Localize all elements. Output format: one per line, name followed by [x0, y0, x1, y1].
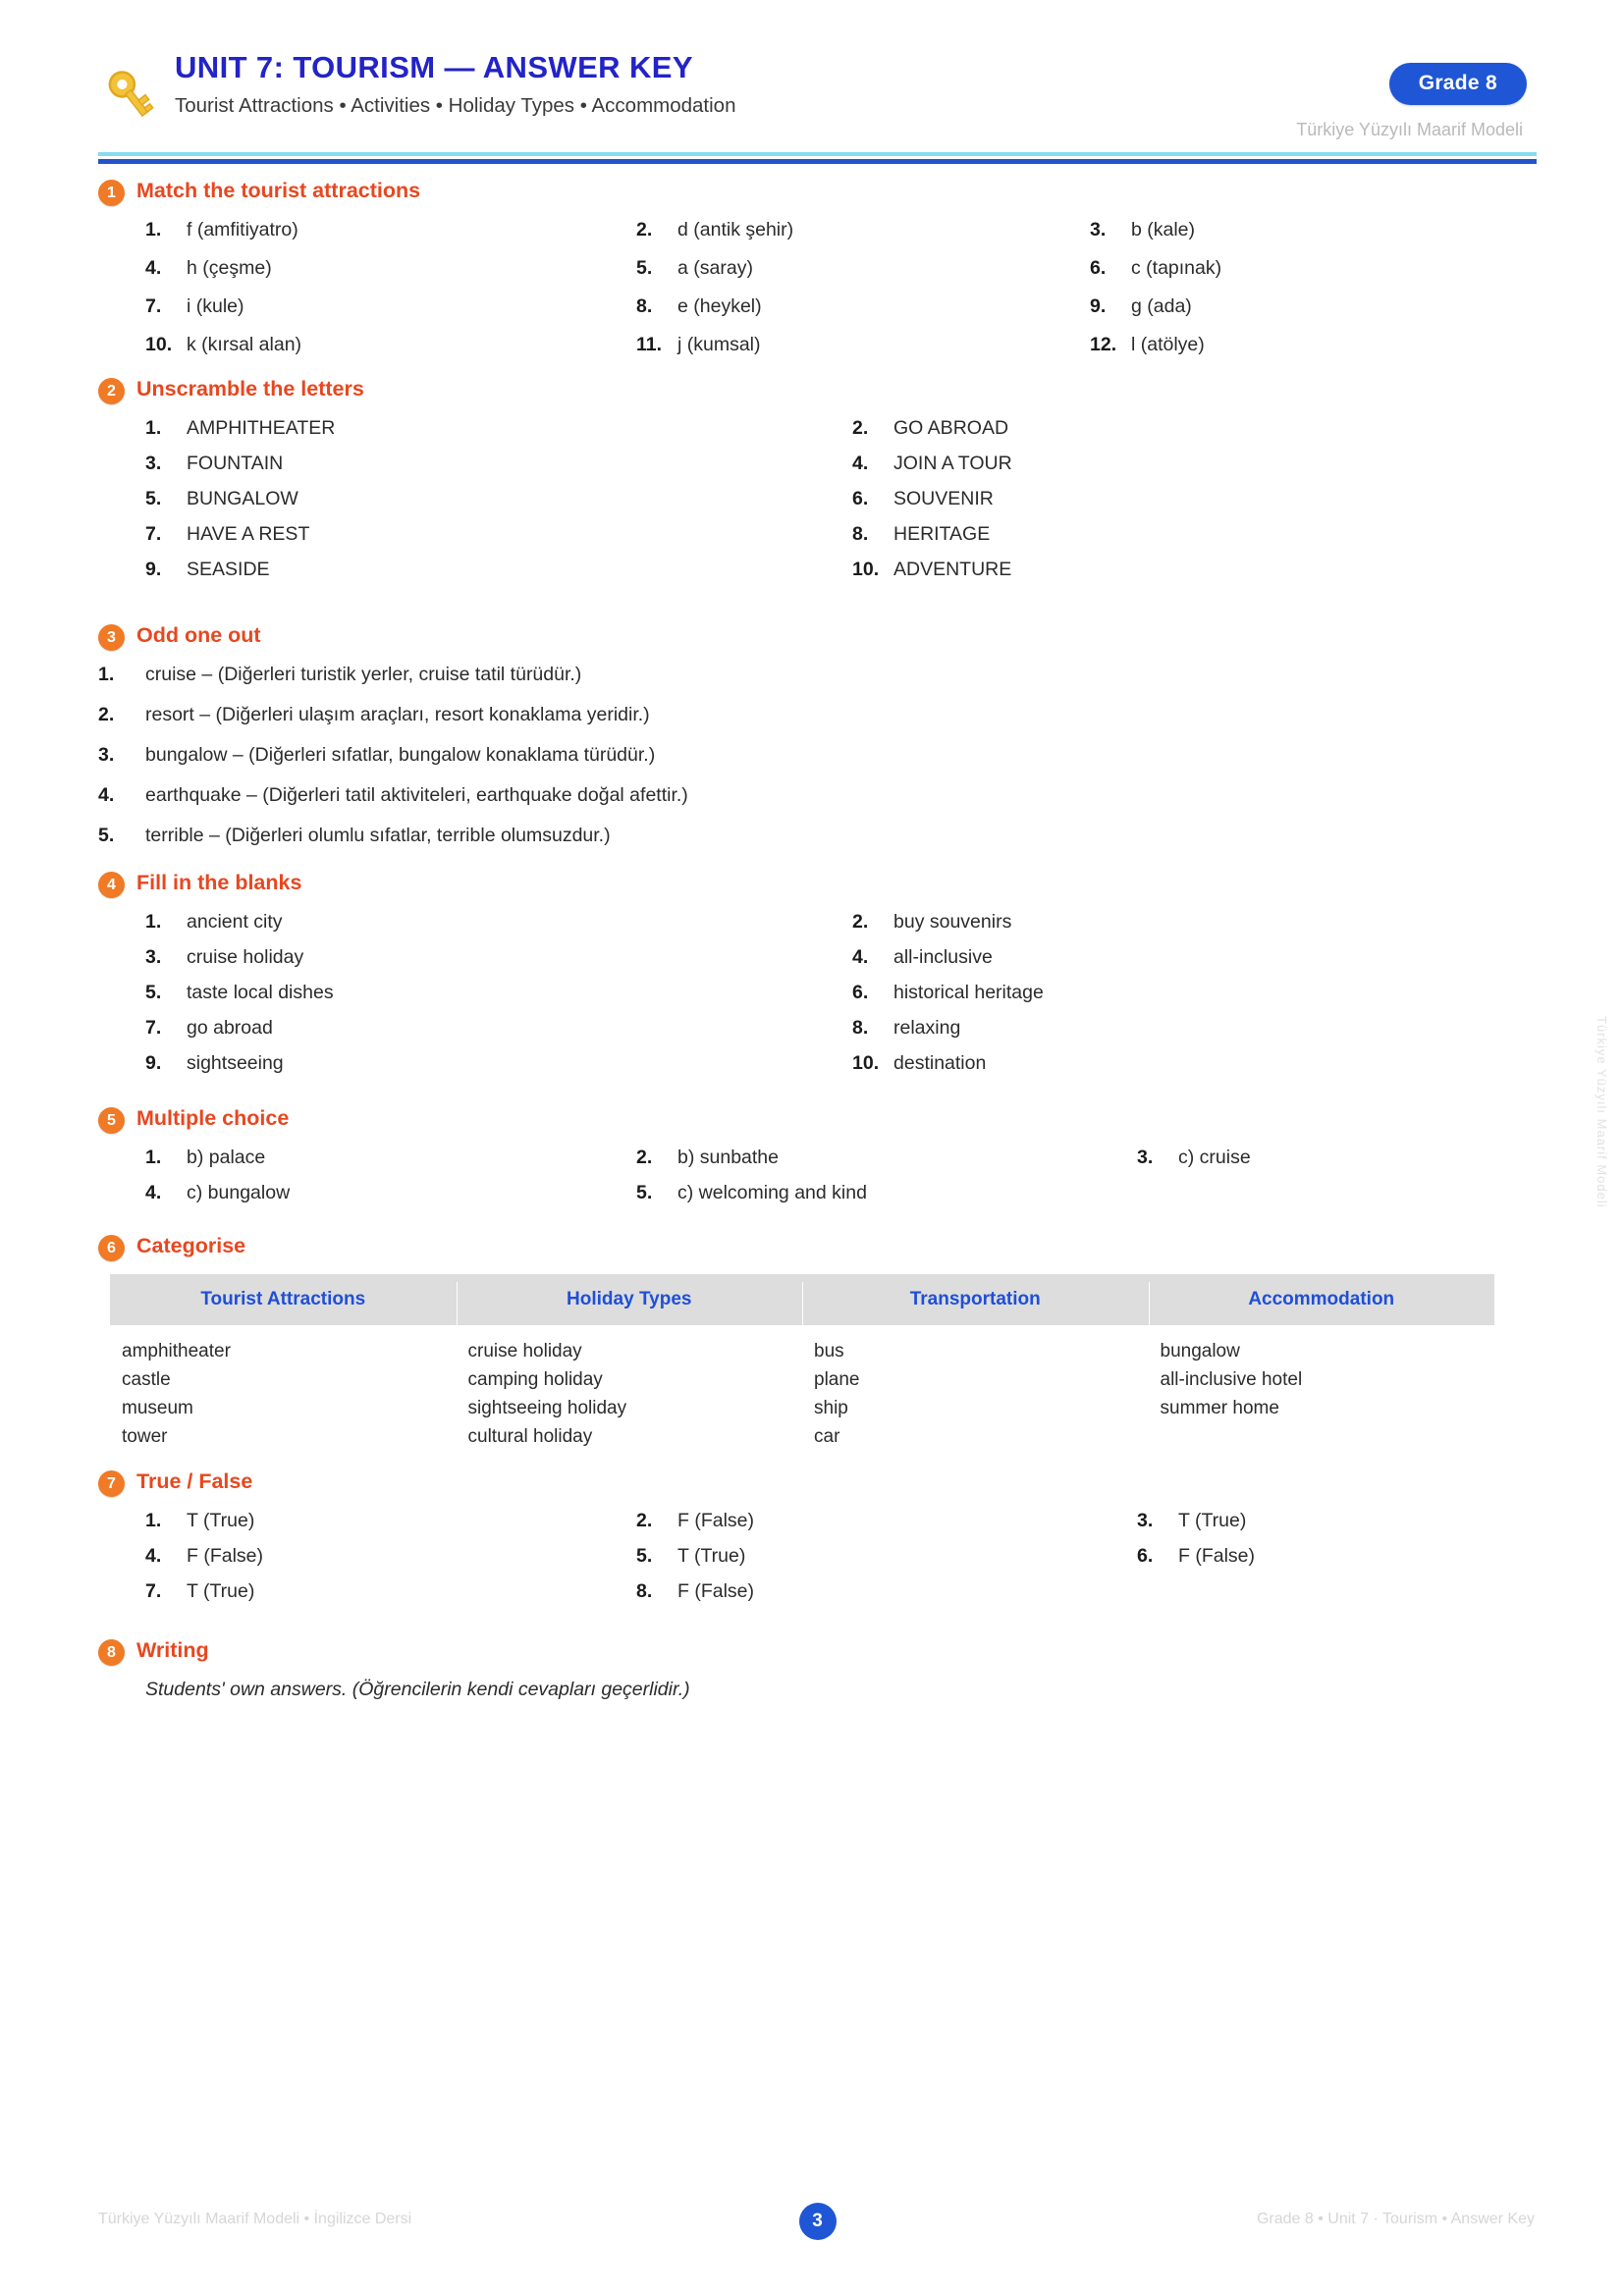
- section-header: [98, 1470, 1537, 1504]
- answer-grid: [98, 219, 1537, 372]
- answer-item: [145, 1580, 254, 1603]
- answer-text: f (amfitiyatro): [187, 219, 298, 240]
- answer-number: 3.: [145, 946, 162, 968]
- answer-item: [1090, 257, 1221, 280]
- writing-note: Students' own answers. (Öğrencilerin kendi cevapları geçerlidir.): [145, 1679, 690, 1700]
- answer-text: AMPHITHEATER: [187, 417, 336, 439]
- page-footer: [98, 2207, 1537, 2246]
- answer-number: 4.: [145, 1545, 162, 1567]
- answer-text: relaxing: [893, 1017, 961, 1039]
- answer-text: ancient city: [187, 911, 283, 933]
- table-cell: plane: [814, 1369, 860, 1390]
- table-column: [457, 1337, 803, 1451]
- answer-number: 5.: [145, 488, 162, 509]
- answer-number: 10.: [145, 334, 173, 355]
- page-title: UNIT 7: TOURISM — ANSWER KEY: [175, 50, 693, 84]
- categorise-table-wrap: [98, 1274, 1537, 1451]
- answer-number: 1.: [98, 664, 115, 685]
- answer-row: [98, 1510, 1537, 1545]
- answer-row: [98, 744, 1537, 784]
- answer-number: 7.: [145, 523, 162, 545]
- section-header: [98, 378, 1537, 411]
- answer-text: buy souvenirs: [893, 911, 1012, 933]
- answer-number: 8.: [852, 523, 869, 545]
- answer-text: FOUNTAIN: [187, 453, 284, 474]
- table-cell: sightseeing holiday: [467, 1398, 627, 1418]
- answer-text: c (tapınak): [1131, 257, 1222, 279]
- answer-text: historical heritage: [893, 982, 1044, 1003]
- answer-text: c) bungalow: [187, 1182, 291, 1203]
- answer-text: destination: [893, 1052, 987, 1074]
- grade-badge: Grade 8: [1389, 63, 1527, 105]
- answer-item: [145, 946, 303, 969]
- answer-item: [852, 417, 1008, 440]
- table-cell: summer home: [1160, 1398, 1279, 1418]
- answer-row: [98, 334, 1537, 372]
- answer-grid: [98, 417, 1537, 594]
- answer-text: e (heykel): [677, 295, 762, 317]
- answer-list: [98, 664, 1537, 865]
- title-block: [175, 51, 735, 118]
- answer-text: c) cruise: [1178, 1147, 1251, 1168]
- answer-number: 3.: [145, 453, 162, 474]
- table-cell: camping holiday: [467, 1369, 603, 1390]
- answer-number: 4.: [145, 257, 162, 279]
- section-title: Fill in the blanks: [136, 871, 302, 894]
- table-column: [110, 1337, 457, 1451]
- answer-number: 2.: [636, 1147, 653, 1168]
- answer-text: d (antik şehir): [677, 219, 794, 240]
- section-header: [98, 624, 1537, 658]
- section-title: Writing: [136, 1638, 209, 1662]
- section-header: [98, 1235, 1537, 1268]
- answer-item: [636, 334, 761, 356]
- answer-item: [636, 219, 793, 241]
- answer-text: b (kale): [1131, 219, 1196, 240]
- answer-row: [98, 1182, 1537, 1217]
- answer-number: 11.: [636, 334, 663, 355]
- answer-item: [145, 453, 283, 475]
- answer-number: 8.: [852, 1017, 869, 1039]
- answer-row: [98, 219, 1537, 257]
- answer-number: 7.: [145, 1580, 162, 1602]
- answer-item: [852, 1017, 960, 1040]
- section-number-badge: 8: [98, 1639, 125, 1666]
- answer-row: [98, 911, 1537, 946]
- section-title: Match the tourist attractions: [136, 179, 421, 202]
- answer-text: SOUVENIR: [893, 488, 994, 509]
- answer-text: T (True): [187, 1580, 255, 1602]
- answer-text: terrible – (Diğerleri olumlu sıfatlar, terrible olumsuzdur.): [145, 825, 611, 846]
- answer-text: F (False): [187, 1545, 263, 1567]
- answer-grid: [98, 911, 1537, 1088]
- section-number-badge: 5: [98, 1107, 125, 1134]
- answer-item: [145, 1052, 284, 1075]
- answer-text: SEASIDE: [187, 559, 270, 580]
- answer-number: 2.: [636, 219, 653, 240]
- answer-item: [145, 1147, 265, 1169]
- answer-row: [98, 1052, 1537, 1088]
- categorise-table: [110, 1274, 1494, 1451]
- answer-number: 3.: [1090, 219, 1107, 240]
- section-header: [98, 1107, 1537, 1141]
- table-body: [110, 1325, 1494, 1451]
- section-multiple-choice: [98, 1107, 1537, 1217]
- answer-item: [636, 1510, 754, 1532]
- page-header: [98, 51, 1537, 169]
- answer-text: F (False): [1178, 1545, 1255, 1567]
- answer-item: [145, 257, 272, 280]
- answer-text: cruise holiday: [187, 946, 304, 968]
- answer-row: [98, 982, 1537, 1017]
- answer-row: [98, 295, 1537, 334]
- answer-number: 4.: [98, 784, 115, 806]
- answer-item: [852, 453, 1012, 475]
- answer-number: 8.: [636, 1580, 653, 1602]
- table-cell: cultural holiday: [467, 1426, 593, 1447]
- table-cell: all-inclusive hotel: [1160, 1369, 1303, 1390]
- divider-line-dark: [98, 159, 1537, 164]
- answer-item: [852, 559, 1011, 581]
- answer-text: HERITAGE: [893, 523, 991, 545]
- answer-number: 3.: [1137, 1147, 1154, 1168]
- answer-item: [1137, 1510, 1246, 1532]
- answer-number: 4.: [145, 1182, 162, 1203]
- answer-text: l (atölye): [1131, 334, 1205, 355]
- answer-item: [145, 911, 283, 934]
- answer-item: [852, 523, 990, 546]
- table-cell: ship: [814, 1398, 848, 1418]
- answer-row: [98, 946, 1537, 982]
- answer-number: 2.: [636, 1510, 653, 1531]
- answer-item: [145, 1545, 263, 1568]
- answer-number: 5.: [636, 257, 653, 279]
- answer-row: [98, 664, 1537, 704]
- answer-row: [98, 1017, 1537, 1052]
- answer-number: 6.: [852, 488, 869, 509]
- answer-text: a (saray): [677, 257, 753, 279]
- answer-text: bungalow – (Diğerleri sıfatlar, bungalow konaklama türüdür.): [145, 744, 656, 766]
- answer-number: 7.: [145, 1017, 162, 1039]
- answer-number: 12.: [1090, 334, 1117, 355]
- section-categorise: [98, 1235, 1537, 1451]
- answer-number: 2.: [852, 911, 869, 933]
- answer-row: [98, 488, 1537, 523]
- answer-item: [145, 295, 244, 318]
- answer-row: [98, 784, 1537, 825]
- answer-text: F (False): [677, 1580, 754, 1602]
- section-title: True / False: [136, 1469, 253, 1493]
- answer-number: 10.: [852, 1052, 880, 1074]
- footer-right-text: Grade 8 • Unit 7 · Tourism • Answer Key: [1256, 2211, 1535, 2227]
- answer-item: [145, 1182, 290, 1204]
- table-cell: tower: [122, 1426, 168, 1447]
- answer-item: [636, 257, 753, 280]
- section-header: [98, 872, 1537, 905]
- section-header: [98, 1639, 1537, 1673]
- answer-item: [145, 982, 334, 1004]
- answer-row: [98, 1147, 1537, 1182]
- answer-number: 1.: [145, 417, 162, 439]
- answer-text: k (kırsal alan): [187, 334, 302, 355]
- header-divider: [98, 152, 1537, 164]
- answer-row: [98, 453, 1537, 488]
- table-column: [1149, 1337, 1495, 1451]
- answer-text: j (kumsal): [677, 334, 761, 355]
- answer-text: T (True): [1178, 1510, 1247, 1531]
- answer-text: cruise – (Diğerleri turistik yerler, cruise tatil türüdür.): [145, 664, 582, 685]
- key-icon: [98, 65, 163, 126]
- section-title: Categorise: [136, 1234, 246, 1257]
- table-cell: castle: [122, 1369, 171, 1390]
- section-number-badge: 7: [98, 1470, 125, 1497]
- answer-row: [98, 1545, 1537, 1580]
- answer-text: i (kule): [187, 295, 244, 317]
- answer-item: [852, 1052, 986, 1075]
- table-cell: bus: [814, 1341, 844, 1362]
- answer-item: [852, 488, 994, 510]
- section-number-badge: 3: [98, 624, 125, 651]
- answer-text: BUNGALOW: [187, 488, 298, 509]
- answer-item: [636, 1147, 779, 1169]
- section-title: Unscramble the letters: [136, 377, 364, 400]
- answer-row: [98, 417, 1537, 453]
- answer-number: 5.: [636, 1182, 653, 1203]
- table-cell: amphitheater: [122, 1341, 231, 1362]
- section-header: [98, 180, 1537, 213]
- answer-number: 8.: [636, 295, 653, 317]
- answer-text: F (False): [677, 1510, 754, 1531]
- answer-row: [98, 523, 1537, 559]
- page-subtitle: Tourist Attractions • Activities • Holiday Types • Accommodation: [175, 94, 736, 117]
- section-true-false: [98, 1470, 1537, 1616]
- answer-number: 2.: [98, 704, 115, 725]
- header-brand: Türkiye Yüzyılı Maarif Modeli: [1296, 120, 1523, 139]
- answer-number: 3.: [98, 744, 115, 766]
- answer-text: T (True): [187, 1510, 255, 1531]
- table-column-header: Accommodation: [1149, 1289, 1495, 1310]
- answer-item: [1090, 334, 1205, 356]
- answer-number: 6.: [1137, 1545, 1154, 1567]
- answer-number: 2.: [852, 417, 869, 439]
- answer-text: sightseeing: [187, 1052, 284, 1074]
- answer-item: [145, 488, 298, 510]
- answer-text: g (ada): [1131, 295, 1192, 317]
- table-column: [802, 1337, 1149, 1451]
- answer-number: 5.: [98, 825, 115, 846]
- table-column-header: Holiday Types: [457, 1289, 803, 1310]
- answer-item: [636, 1182, 867, 1204]
- answer-number: 6.: [852, 982, 869, 1003]
- writing-note-wrap: [98, 1679, 1537, 1701]
- answer-number: 5.: [636, 1545, 653, 1567]
- answer-text: taste local dishes: [187, 982, 334, 1003]
- answer-text: go abroad: [187, 1017, 273, 1039]
- section-title: Multiple choice: [136, 1106, 290, 1130]
- answer-text: h (çeşme): [187, 257, 272, 279]
- answer-number: 9.: [1090, 295, 1107, 317]
- section-writing: [98, 1639, 1537, 1701]
- answer-number: 1.: [145, 219, 162, 240]
- answer-number: 6.: [1090, 257, 1107, 279]
- section-match-tourist-attractions: [98, 180, 1537, 372]
- table-column-header: Tourist Attractions: [200, 1289, 366, 1309]
- answer-number: 9.: [145, 1052, 162, 1074]
- answer-text: b) palace: [187, 1147, 266, 1168]
- answer-row: [98, 825, 1537, 865]
- answer-number: 4.: [852, 453, 869, 474]
- answer-item: [145, 219, 298, 241]
- side-margin-note: Türkiye Yüzyılı Maarif Modeli: [1595, 1016, 1609, 1208]
- table-cell: bungalow: [1160, 1341, 1240, 1362]
- answer-item: [145, 334, 301, 356]
- section-number-badge: 4: [98, 872, 125, 898]
- section-odd-one-out: [98, 624, 1537, 865]
- answer-row: [98, 257, 1537, 295]
- answer-item: [1137, 1545, 1255, 1568]
- answer-number: 1.: [145, 1147, 162, 1168]
- footer-left-text: Türkiye Yüzyılı Maarif Modeli • İngilizce Dersi: [98, 2211, 412, 2227]
- answer-text: T (True): [677, 1545, 746, 1567]
- answer-text: GO ABROAD: [893, 417, 1009, 439]
- answer-text: earthquake – (Diğerleri tatil aktiviteleri, earthquake doğal afettir.): [145, 784, 688, 806]
- answer-grid: [98, 1147, 1537, 1217]
- answer-text: resort – (Diğerleri ulaşım araçları, resort konaklama yeridir.): [145, 704, 650, 725]
- answer-number: 9.: [145, 559, 162, 580]
- answer-item: [1090, 295, 1192, 318]
- answer-text: c) welcoming and kind: [677, 1182, 867, 1203]
- answer-text: JOIN A TOUR: [893, 453, 1012, 474]
- section-number-badge: 6: [98, 1235, 125, 1261]
- answer-text: b) sunbathe: [677, 1147, 779, 1168]
- page-number: 3: [799, 2203, 837, 2240]
- answer-item: [852, 946, 993, 969]
- answer-number: 1.: [145, 911, 162, 933]
- answer-number: 4.: [852, 946, 869, 968]
- table-cell: cruise holiday: [467, 1341, 582, 1362]
- answer-item: [852, 982, 1044, 1004]
- answer-row: [98, 1580, 1537, 1616]
- answer-number: 5.: [145, 982, 162, 1003]
- answer-item: [145, 417, 335, 440]
- answer-item: [145, 559, 270, 581]
- answer-item: [636, 1545, 745, 1568]
- answer-item: [1090, 219, 1195, 241]
- table-cell: car: [814, 1426, 840, 1447]
- section-unscramble-the-letters: [98, 378, 1537, 594]
- table-cell: museum: [122, 1398, 193, 1418]
- table-header-row: [110, 1274, 1494, 1325]
- divider-line-light: [98, 152, 1537, 156]
- answer-number: 3.: [1137, 1510, 1154, 1531]
- answer-text: HAVE A REST: [187, 523, 310, 545]
- section-number-badge: 2: [98, 378, 125, 404]
- answer-text: ADVENTURE: [893, 559, 1012, 580]
- answer-item: [145, 1510, 254, 1532]
- answer-item: [145, 1017, 273, 1040]
- answer-grid: [98, 1510, 1537, 1616]
- section-fill-in-the-blanks: [98, 872, 1537, 1088]
- answer-number: 10.: [852, 559, 880, 580]
- answer-number: 1.: [145, 1510, 162, 1531]
- answer-item: [1137, 1147, 1251, 1169]
- section-number-badge: 1: [98, 180, 125, 206]
- answer-item: [852, 911, 1011, 934]
- answer-item: [636, 1580, 754, 1603]
- answer-number: 7.: [145, 295, 162, 317]
- table-column-header: Transportation: [802, 1289, 1149, 1310]
- answer-item: [636, 295, 762, 318]
- answer-row: [98, 559, 1537, 594]
- answer-row: [98, 704, 1537, 744]
- answer-item: [145, 523, 309, 546]
- section-title: Odd one out: [136, 623, 261, 647]
- answer-text: all-inclusive: [893, 946, 993, 968]
